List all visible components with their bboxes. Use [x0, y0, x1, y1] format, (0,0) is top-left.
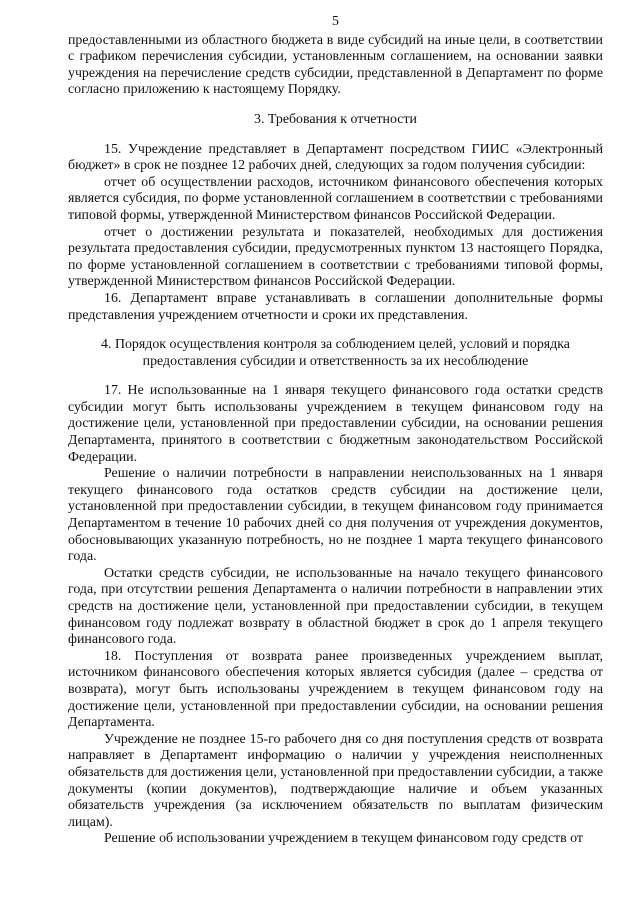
page-number: 5 — [332, 14, 339, 29]
paragraph-17: 17. Не использованные на 1 января текущего финансового года остатки средств субсидии могут быть использованы учреждением в текущем финансовом году на достижение цели, установленной при предоставлении субсидии, на основании решения Департамента, принятого в соответствии с бюджетным законодательством Российской Федерации. — [68, 383, 603, 465]
paragraph-18-decision: Решение об использовании учреждением в текущем финансовом году средств от — [104, 831, 583, 847]
paragraph-15-report-expenses: отчет об осуществлении расходов, источником финансового обеспечения которых является субсидия, по форме установленной соглашением в соответствии с требованиями типовой формы, утвержденной Министерством финансов Российской Федерации. — [68, 174, 603, 223]
paragraph-17-decision: Решение о наличии потребности в направлении неиспользованных на 1 января текущего финансового года остатков средств субсидии на достижение цели, установленной при предоставлении субсидии, в текущем финансовом году принимается Департаментом в течение 10 рабочих дней со дня получения от учреждения документов, обосновывающих указанную потребность, но не позднее 1 марта текущего финансового года. — [68, 466, 603, 565]
section-4-heading-line1: 4. Порядок осуществления контроля за соблюдением целей, условий и порядка — [101, 337, 570, 353]
paragraph-15: 15. Учреждение представляет в Департамент посредством ГИИС «Электронный бюджет» в срок не позднее 12 рабочих дней, следующих за годом получения субсидии: — [68, 141, 603, 174]
paragraph-16: 16. Департамент вправе устанавливать в соглашении дополнительные формы представления учреждением отчетности и сроки их представления. — [68, 290, 603, 323]
paragraph-17-remainders: Остатки средств субсидии, не использованные на начало текущего финансового года, при отсутствии решения Департамента о наличии потребности в направлении этих средств на достижение цели, установленной при предоставлении субсидии, в текущем финансовом году подлежат возврату в областной бюджет в срок до 1 апреля текущего финансового года. — [68, 565, 603, 648]
document-page — [68, 14, 603, 899]
section-4 — [68, 337, 603, 848]
paragraph-15-report-results: отчет о достижении результата и показателей, необходимых для достижения результата предоставления субсидии, предусмотренных пунктом 13 настоящего Порядка, по форме установленной соглашением в соответствии с требованиями типовой формы, утвержденной Министерством финансов Российской Федерации. — [68, 224, 603, 290]
section-4-heading-line2: предоставления субсидии и ответственность за их несоблюдение — [142, 353, 529, 369]
paragraph-continuation: предоставленными из областного бюджета в виде субсидий на иные цели, в соответствии с графиком перечисления субсидии, установленным соглашением, на основании заявки учреждения на перечисление средств субсидии, представленной в Департамент по форме согласно приложению к настоящему Порядку. — [68, 32, 603, 98]
section-3 — [68, 112, 603, 324]
continuation-block — [68, 33, 603, 99]
paragraph-18-information: Учреждение не позднее 15-го рабочего дня со дня поступления средств от возврата направляет в Департамент информацию о наличии у учреждения неисполненных обязательств для достижения цели, установленной при предоставлении субсидии, а также документы (копии документов), подтверждающие наличие и объем указанных обязательств учреждения (за исключением обязательств по выплатам физическим лицам). — [68, 731, 603, 830]
paragraph-18: 18. Поступления от возврата ранее произведенных учреждением выплат, источником финансового обеспечения которых является субсидия (далее – средства от возврата), могут быть использованы учреждением в текущем финансовом году на достижение цели, установленной при предоставлении субсидии, на основании решения Департамента. — [68, 648, 603, 731]
section-3-heading: 3. Требования к отчетности — [254, 111, 417, 127]
